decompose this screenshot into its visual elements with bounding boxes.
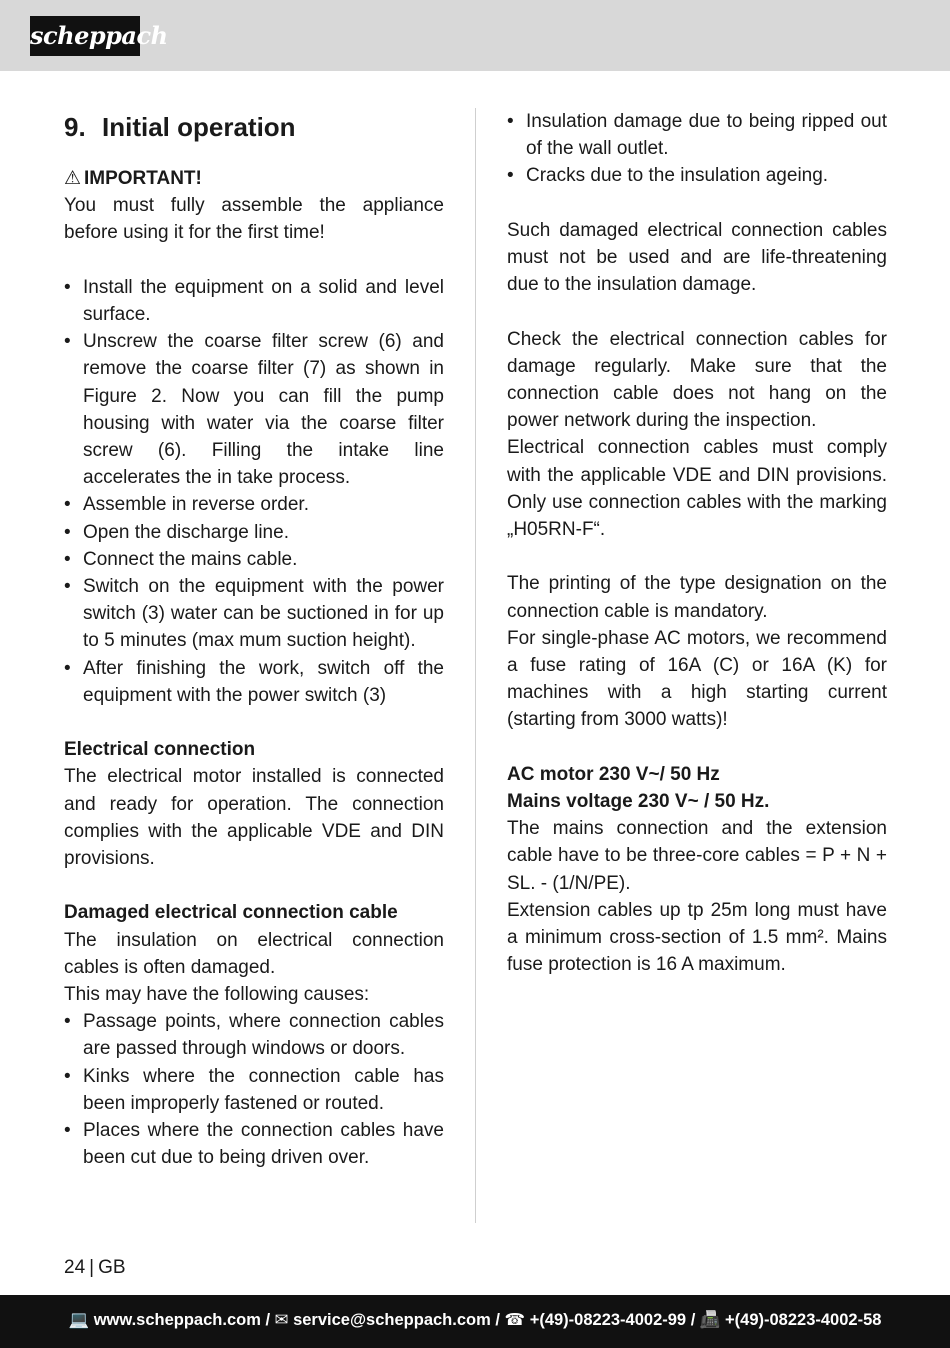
fax-number: +(49)-08223-4002-58 bbox=[725, 1311, 882, 1329]
cable-compliance-text: Electrical connection cables must comply with the applicable VDE and DIN provisions. Only use connection cables with the marking „H05RN-F“. bbox=[507, 437, 887, 541]
phone-number[interactable]: +(49)-08223-4002-99 bbox=[529, 1311, 687, 1329]
electrical-text: The electrical motor installed is connected and ready for operation. The connection complies with the applicable VDE and DIN provisions. bbox=[64, 766, 444, 870]
list-item: • Passage points, where connection cables are passed through windows or doors. bbox=[64, 1008, 444, 1062]
damaged-text-1: The insulation on electrical connection cables is often damaged. bbox=[64, 929, 444, 978]
mail-icon: ✉ bbox=[274, 1311, 289, 1329]
important-text: You must fully assemble the appliance before using it for the first time! bbox=[64, 195, 444, 244]
column-divider bbox=[475, 108, 476, 1223]
damage-causes-continued bbox=[507, 108, 887, 190]
list-item: • Assemble in reverse order. bbox=[64, 491, 444, 518]
email-link[interactable]: service@scheppach.com bbox=[293, 1311, 491, 1329]
list-item: • Cracks due to the insulation ageing. bbox=[507, 162, 887, 189]
mains-connection-text: The mains connection and the extension cable have to be three-core cables = P + N + SL. - (1/N/PE). bbox=[507, 818, 887, 894]
list-item: • After finishing the work, switch off the equipment with the power switch (3) bbox=[64, 655, 444, 709]
list-item: • Kinks where the connection cable has been improperly fastened or routed. bbox=[64, 1063, 444, 1117]
separator: / bbox=[690, 1311, 696, 1329]
voltage-heading: Mains voltage 230 V~ / 50 Hz. bbox=[507, 791, 770, 813]
operation-steps bbox=[64, 274, 444, 709]
contact-bar bbox=[0, 1295, 950, 1348]
scheppach-logo: scheppach bbox=[30, 16, 140, 56]
motor-heading: AC motor 230 V~/ 50 Hz bbox=[507, 763, 720, 785]
warning-icon: ⚠ bbox=[64, 168, 82, 189]
page-separator: | bbox=[89, 1257, 95, 1278]
right-column bbox=[507, 108, 887, 978]
damage-causes bbox=[64, 1008, 444, 1171]
page-language: GB bbox=[98, 1257, 126, 1278]
fax-icon: 📠 bbox=[699, 1311, 721, 1329]
phone-icon: ☎ bbox=[504, 1311, 526, 1329]
extension-cable-text: Extension cables up tp 25m long must have a minimum cross-section of 1.5 mm². Mains fuse protection is 16 A maximum. bbox=[507, 899, 887, 976]
section-number: 9. bbox=[64, 112, 86, 142]
list-item: • Install the equipment on a solid and level surface. bbox=[64, 274, 444, 328]
damaged-text-2: This may have the following causes: bbox=[64, 984, 370, 1006]
website-link[interactable]: www.scheppach.com bbox=[93, 1311, 261, 1329]
fuse-recommendation-text: For single-phase AC motors, we recommend a fuse rating of 16A (C) or 16A (K) for machines with a high starting current (starting from 3000 watts)! bbox=[507, 627, 887, 731]
section-title-text: Initial operation bbox=[102, 112, 296, 142]
list-item: • Insulation damage due to being ripped out of the wall outlet. bbox=[507, 108, 887, 162]
electrical-heading: Electrical connection bbox=[64, 739, 256, 761]
damaged-cable-warning: Such damaged electrical connection cables must not be used and are life-threatening due to the insulation damage. bbox=[507, 219, 887, 296]
page-number bbox=[64, 1254, 126, 1282]
list-item: • Switch on the equipment with the power switch (3) water can be suctioned in for up to 5 minutes (max mum suction height). bbox=[64, 573, 444, 655]
important-label: IMPORTANT! bbox=[84, 168, 202, 189]
list-item: • Connect the mains cable. bbox=[64, 546, 444, 573]
type-designation-text: The printing of the type designation on the connection cable is mandatory. bbox=[507, 573, 887, 622]
separator: / bbox=[265, 1311, 271, 1329]
list-item: • Unscrew the coarse filter screw (6) and remove the coarse filter (7) as shown in Figure 2. Now you can fill the pump housing with water via the coarse filter screw (6). Filling the intake line accelerates the in take process. bbox=[64, 328, 444, 491]
damaged-cable-heading: Damaged electrical connection cable bbox=[64, 902, 398, 924]
section-title bbox=[64, 112, 444, 142]
separator: / bbox=[495, 1311, 500, 1329]
left-column bbox=[64, 108, 444, 1171]
list-item: • Places where the connection cables have been cut due to being driven over. bbox=[64, 1117, 444, 1171]
page-number-value: 24 bbox=[64, 1257, 86, 1278]
important-notice bbox=[64, 165, 444, 192]
list-item: • Open the discharge line. bbox=[64, 519, 444, 546]
computer-icon: 💻 bbox=[68, 1311, 90, 1329]
check-cables-text: Check the electrical connection cables for damage regularly. Make sure that the connection cable does not hang on the power network during the inspection. bbox=[507, 328, 887, 432]
